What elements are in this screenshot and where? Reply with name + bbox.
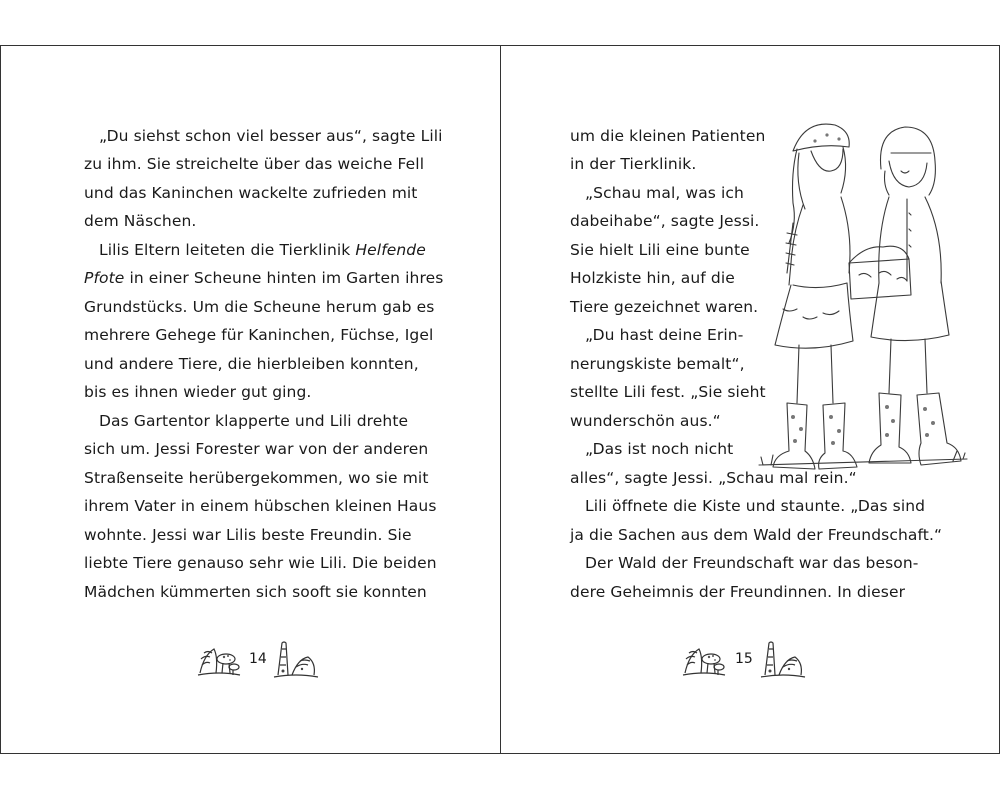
- text-line: Das Gartentor klapperte und Lili drehte: [99, 412, 409, 430]
- mushroom-ornament-icon: [272, 637, 320, 679]
- text-line: mehrere Gehege für Kaninchen, Füchse, Igel: [84, 326, 434, 344]
- text-line: wohnte. Jessi war Lilis beste Freundin. Sie: [84, 526, 412, 544]
- text-line: [99, 240, 426, 260]
- right-page: [501, 45, 1000, 754]
- page-number: 15: [735, 651, 753, 667]
- text-line: alles“, sagte Jessi. „Schau mal rein.“: [570, 469, 857, 487]
- text-line: ihrem Vater in einem hübschen kleinen Haus: [84, 497, 437, 515]
- text-line: und das Kaninchen wackelte zufrieden mit: [84, 184, 418, 202]
- text-line: Tiere gezeichnet waren.: [570, 298, 759, 316]
- text-line: „Schau mal, was ich: [585, 184, 744, 202]
- mushroom-ornament-icon: [681, 635, 727, 679]
- text-line: wunderschön aus.“: [570, 412, 721, 430]
- text-line: Der Wald der Freundschaft war das beson-: [585, 554, 919, 572]
- text-line: liebte Tiere genauso sehr wie Lili. Die beiden: [84, 554, 437, 572]
- text-span: Lilis Eltern leiteten die Tierklinik: [99, 241, 351, 259]
- text-line: Lili öffnete die Kiste und staunte. „Das sind: [585, 497, 926, 515]
- text-line: dem Näschen.: [84, 212, 197, 230]
- text-line: dabeihabe“, sagte Jessi.: [570, 212, 760, 230]
- text-line: nerungskiste bemalt“,: [570, 355, 745, 373]
- mushroom-ornament-icon: [759, 637, 807, 679]
- text-line: Straßenseite herübergekommen, wo sie mit: [84, 469, 429, 487]
- text-line: in der Tierklinik.: [570, 155, 697, 173]
- page-number: 14: [249, 651, 267, 667]
- text-line: [84, 268, 443, 288]
- text-line: Grundstücks. Um die Scheune herum gab es: [84, 298, 435, 316]
- text-line: zu ihm. Sie streichelte über das weiche Fell: [84, 155, 425, 173]
- text-line: ja die Sachen aus dem Wald der Freundschaft.“: [570, 526, 943, 544]
- text-line: „Du hast deine Erin-: [585, 326, 744, 344]
- mushroom-ornament-icon: [196, 635, 242, 679]
- clinic-name-italic: Pfote: [84, 269, 125, 287]
- text-line: „Du siehst schon viel besser aus“, sagte Lili: [99, 127, 443, 145]
- text-line: bis es ihnen wieder gut ging.: [84, 383, 312, 401]
- clinic-name-italic: Helfende: [355, 241, 426, 259]
- text-line: Mädchen kümmerten sich sooft sie konnten: [84, 583, 427, 601]
- text-line: sich um. Jessi Forester war von der anderen: [84, 440, 429, 458]
- two-girls-with-box-illustration: [753, 113, 973, 473]
- text-line: „Das ist noch nicht: [585, 440, 734, 458]
- text-line: Sie hielt Lili eine bunte: [570, 241, 750, 259]
- text-line: dere Geheimnis der Freundinnen. In dieser: [570, 583, 906, 601]
- text-line: um die kleinen Patienten: [570, 127, 766, 145]
- left-page: [0, 45, 500, 754]
- text-line: und andere Tiere, die hierbleiben konnten,: [84, 355, 419, 373]
- text-line: stellte Lili fest. „Sie sieht: [570, 383, 766, 401]
- text-line: Holzkiste hin, auf die: [570, 269, 735, 287]
- text-span: in einer Scheune hinten im Garten ihres: [129, 269, 444, 287]
